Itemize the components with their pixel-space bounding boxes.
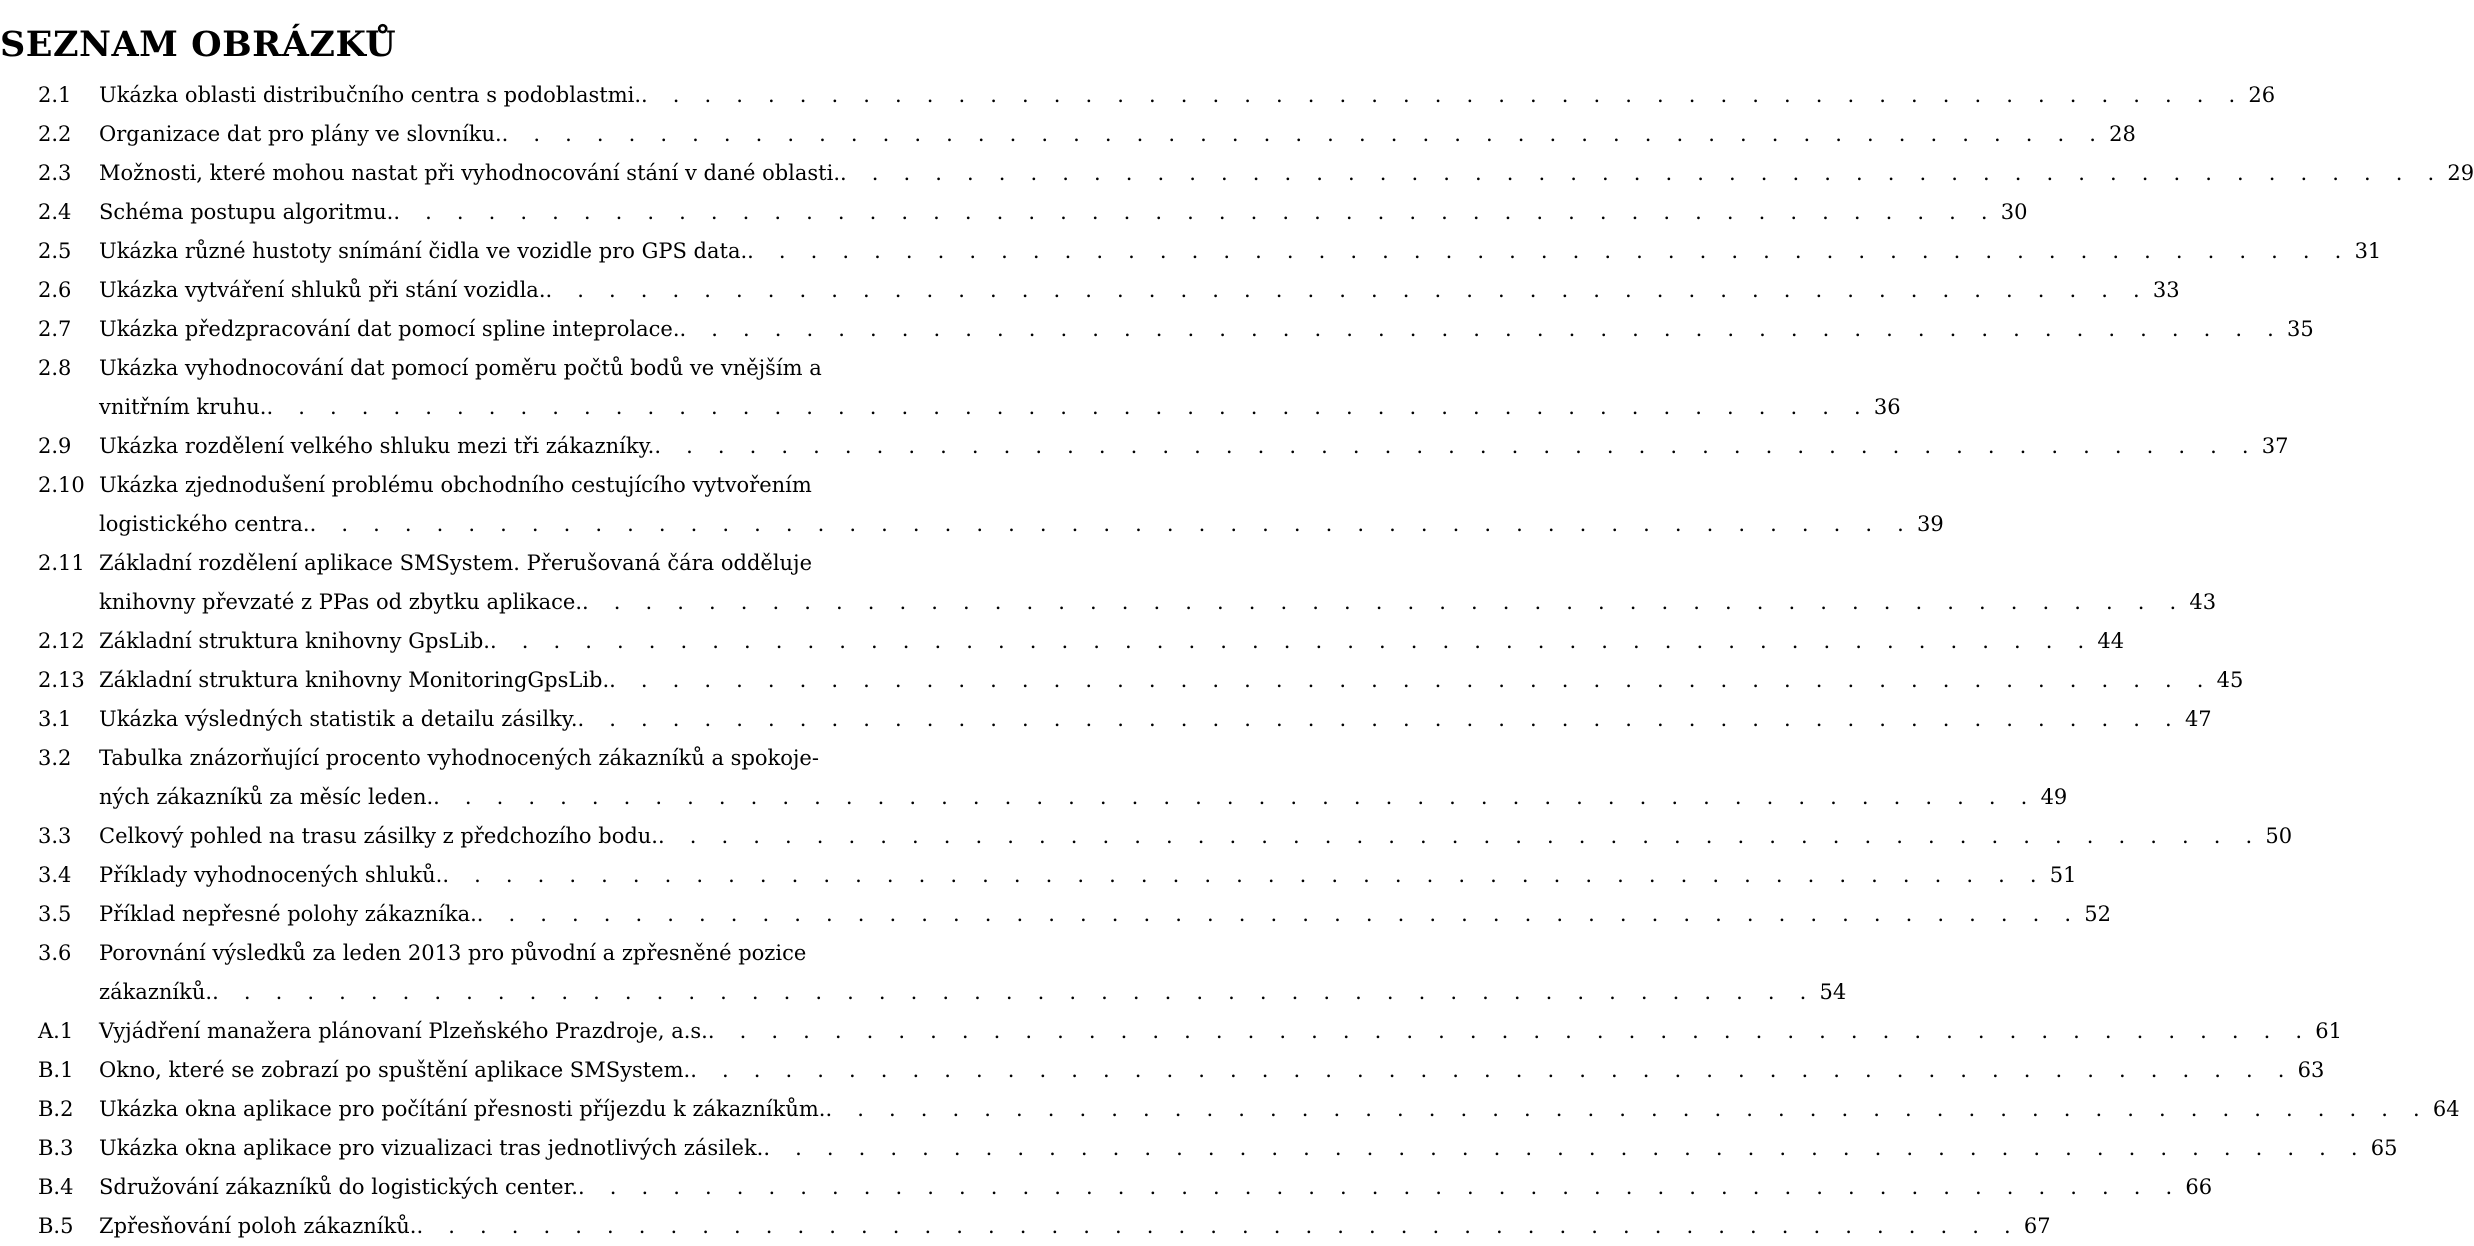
figure-entry[interactable] <box>0 427 2289 466</box>
figure-caption-last-line <box>99 1207 2051 1246</box>
figure-entry[interactable] <box>0 271 2180 310</box>
figure-entry[interactable] <box>0 1129 2398 1168</box>
figure-caption-last-line <box>99 310 2314 349</box>
dot-leader: . . . . . . . . . . . . . . . . . . . . . . . . . . . . . . . . . . . . . . . . . . . . . . . . . . . <box>679 317 2283 341</box>
figure-number: B.3 <box>38 1136 74 1160</box>
figure-entry[interactable] <box>0 154 2474 193</box>
figure-entry[interactable] <box>0 232 2382 271</box>
figure-caption-line: Základní rozdělení aplikace SMSystem. Přerušovaná čára odděluje <box>99 551 812 575</box>
figure-number: 3.4 <box>38 863 72 887</box>
figure-caption: ných zákazníků za měsíc leden. <box>99 785 434 809</box>
figure-number: 3.6 <box>38 941 72 965</box>
page-number: 43 <box>2189 590 2217 614</box>
dot-leader: . . . . . . . . . . . . . . . . . . . . . . . . . . . . . . . . . . . . . . . . . . . . . . . . . . . <box>582 590 2186 614</box>
page-number: 66 <box>2185 1175 2213 1199</box>
figure-entry[interactable] <box>0 1012 2342 1051</box>
page-number: 31 <box>2354 239 2382 263</box>
figure-caption-last-line <box>99 622 2125 661</box>
dot-leader: . . . . . . . . . . . . . . . . . . . . . . . . . . . . . . . . . . . . . . . . . . . . . . . . . . . <box>577 707 2181 731</box>
page-number: 37 <box>2261 434 2289 458</box>
figure-caption-last-line <box>99 505 1944 544</box>
figure-caption: Příklady vyhodnocených shluků. <box>99 863 443 887</box>
page-number: 67 <box>2023 1214 2051 1238</box>
figure-caption: logistického centra. <box>99 512 310 536</box>
page-number: 47 <box>2184 707 2212 731</box>
dot-leader: . . . . . . . . . . . . . . . . . . . . . . . . . . . . . . . . . . . . . . . . . . . . . . . . . . . <box>489 629 2094 653</box>
dot-leader: . . . . . . . . . . . . . . . . . . . . . . . . . . . . . . . . . . . . . . . . . . . . . . . . . . . <box>657 824 2262 848</box>
dot-leader: . . . . . . . . . . . . . . . . . . . . . . . . . . . . . . . . . . . . . . . . . . . . . . . . . . . <box>609 668 2213 692</box>
dot-leader: . . . . . . . . . . . . . . . . . . . . . . . . . . . . . . . . . . . . . . . . . . . . . . . . . . . <box>433 785 2037 809</box>
figure-number: 2.13 <box>38 668 85 692</box>
figure-entry[interactable] <box>0 739 2068 817</box>
page-number: 33 <box>2152 278 2180 302</box>
dot-leader: . . . . . . . . . . . . . . . . . . . . . . . . . . . . . . . . . . . . . . . . . . . . . . . . . . . <box>747 239 2351 263</box>
figure-number: 2.3 <box>38 161 72 185</box>
figure-number: 2.10 <box>38 473 85 497</box>
figure-caption: Ukázka různé hustoty snímání čidla ve vozidle pro GPS data. <box>99 239 748 263</box>
dot-leader: . . . . . . . . . . . . . . . . . . . . . . . . . . . . . . . . . . . . . . . . . . . . . . . . . . . <box>825 1097 2429 1121</box>
figure-number: B.1 <box>38 1058 74 1082</box>
figure-caption: Ukázka okna aplikace pro počítání přesnosti příjezdu k zákazníkům. <box>99 1097 826 1121</box>
figure-caption: Základní struktura knihovny GpsLib. <box>99 629 490 653</box>
figure-entry[interactable] <box>0 544 2217 622</box>
figure-entry[interactable] <box>0 115 2136 154</box>
figure-number: B.5 <box>38 1214 74 1238</box>
figure-number: 2.11 <box>38 551 85 575</box>
page-number: 28 <box>2109 122 2136 146</box>
figure-caption-line: Ukázka zjednodušení problému obchodního cestujícího vytvořením <box>99 473 812 497</box>
figure-caption-line: Porovnání výsledků za leden 2013 pro původní a zpřesněné pozice <box>99 941 807 965</box>
page-title: SEZNAM OBRÁZKŮ <box>0 24 397 66</box>
page-number: 49 <box>2040 785 2068 809</box>
figure-number: 3.2 <box>38 746 72 770</box>
dot-leader: . . . . . . . . . . . . . . . . . . . . . . . . . . . . . . . . . . . . . . . . . . . . . . . . . . . <box>690 1058 2294 1082</box>
figure-entry[interactable] <box>0 934 1847 1012</box>
page-number: 51 <box>2049 863 2077 887</box>
page-number: 26 <box>2248 83 2276 107</box>
figure-entry[interactable] <box>0 1051 2325 1090</box>
figure-entry[interactable] <box>0 1207 2051 1246</box>
figure-caption: Možnosti, které mohou nastat při vyhodnocování stání v dané oblasti. <box>99 161 841 185</box>
figure-caption: Sdružování zákazníků do logistických center. <box>99 1175 578 1199</box>
figure-caption-last-line <box>99 700 2212 739</box>
figure-caption-last-line <box>99 271 2180 310</box>
page-number: 54 <box>1819 980 1847 1004</box>
figure-caption: Ukázka okna aplikace pro vizualizaci tras jednotlivých zásilek. <box>99 1136 764 1160</box>
figure-caption-last-line <box>99 388 1901 427</box>
figure-caption: zákazníků. <box>99 980 213 1004</box>
figure-number: 2.9 <box>38 434 72 458</box>
dot-leader: . . . . . . . . . . . . . . . . . . . . . . . . . . . . . . . . . . . . . . . . . . . . . . . . . . . <box>442 863 2046 887</box>
figure-entry[interactable] <box>0 895 2111 934</box>
figure-caption: Okno, které se zobrazí po spuštění aplikace SMSystem. <box>99 1058 691 1082</box>
figure-number: B.4 <box>38 1175 74 1199</box>
figure-caption: Ukázka předzpracování dat pomocí spline inteprolace. <box>99 317 680 341</box>
figure-entry[interactable] <box>0 817 2293 856</box>
figure-caption-last-line <box>99 1012 2342 1051</box>
page-number: 65 <box>2370 1136 2398 1160</box>
figure-caption: Ukázka rozdělení velkého shluku mezi tři zákazníky. <box>99 434 655 458</box>
figure-number: 2.6 <box>38 278 72 302</box>
figure-number: 3.5 <box>38 902 72 926</box>
figure-entry[interactable] <box>0 349 1901 427</box>
dot-leader: . . . . . . . . . . . . . . . . . . . . . . . . . . . . . . . . . . . . . . . . . . . . . . . . . . . <box>577 1175 2182 1199</box>
page-number: 29 <box>2447 161 2474 185</box>
figure-number: 3.1 <box>38 707 72 731</box>
page-number: 39 <box>1917 512 1944 536</box>
figure-number: 2.4 <box>38 200 72 224</box>
dot-leader: . . . . . . . . . . . . . . . . . . . . . . . . . . . . . . . . . . . . . . . . . . . . . . . . . . . <box>212 980 1816 1004</box>
figure-number: B.2 <box>38 1097 74 1121</box>
page-number: 36 <box>1873 395 1901 419</box>
figure-number: 2.1 <box>38 83 72 107</box>
figure-entry[interactable] <box>0 1090 2460 1129</box>
figure-caption: Ukázka oblasti distribučního centra s podoblastmi. <box>99 83 642 107</box>
figure-number: 2.7 <box>38 317 72 341</box>
dot-leader: . . . . . . . . . . . . . . . . . . . . . . . . . . . . . . . . . . . . . . . . . . . . . . . . . . . <box>501 122 2106 146</box>
figure-caption: knihovny převzaté z PPas od zbytku aplikace. <box>99 590 582 614</box>
dot-leader: . . . . . . . . . . . . . . . . . . . . . . . . . . . . . . . . . . . . . . . . . . . . . . . . . . . <box>654 434 2258 458</box>
figure-caption: Zpřesňování poloh zákazníků. <box>99 1214 417 1238</box>
figure-caption-last-line <box>99 1090 2460 1129</box>
figure-caption-last-line <box>99 232 2382 271</box>
figure-number: 2.2 <box>38 122 72 146</box>
figure-number: A.1 <box>38 1019 74 1043</box>
page-number: 30 <box>2000 200 2028 224</box>
dot-leader: . . . . . . . . . . . . . . . . . . . . . . . . . . . . . . . . . . . . . . . . . . . . . . . . . . . <box>545 278 2149 302</box>
figure-caption-last-line <box>99 583 2217 622</box>
figure-caption-last-line <box>99 1051 2325 1090</box>
figure-caption-line: Tabulka znázorňující procento vyhodnocených zákazníků a spokoje- <box>99 746 819 770</box>
figure-caption-last-line <box>99 193 2028 232</box>
figure-caption-last-line <box>99 661 2244 700</box>
figure-entry[interactable] <box>0 856 2077 895</box>
figure-caption-last-line <box>99 856 2077 895</box>
figure-caption: Ukázka výsledných statistik a detailu zásilky. <box>99 707 578 731</box>
figure-caption-last-line <box>99 1129 2398 1168</box>
page-number: 52 <box>2084 902 2111 926</box>
dot-leader: . . . . . . . . . . . . . . . . . . . . . . . . . . . . . . . . . . . . . . . . . . . . . . . . . . . <box>393 200 1997 224</box>
figure-caption: vnitřním kruhu. <box>99 395 267 419</box>
figure-caption: Celkový pohled na trasu zásilky z předchozího bodu. <box>99 824 658 848</box>
figure-entry[interactable] <box>0 700 2212 739</box>
figure-caption-last-line <box>99 973 1847 1012</box>
figure-number: 2.8 <box>38 356 72 380</box>
page-number: 50 <box>2265 824 2293 848</box>
dot-leader: . . . . . . . . . . . . . . . . . . . . . . . . . . . . . . . . . . . . . . . . . . . . . . . . . . . <box>416 1214 2020 1238</box>
dot-leader: . . . . . . . . . . . . . . . . . . . . . . . . . . . . . . . . . . . . . . . . . . . . . . . . . . . <box>641 83 2245 107</box>
figure-caption: Organizace dat pro plány ve slovníku. <box>99 122 502 146</box>
figure-caption-last-line <box>99 76 2276 115</box>
figure-number: 2.12 <box>38 629 85 653</box>
figure-entry[interactable] <box>0 76 2276 115</box>
figure-caption-last-line <box>99 427 2289 466</box>
figure-number: 2.5 <box>38 239 72 263</box>
figure-number: 3.3 <box>38 824 72 848</box>
page-number: 61 <box>2315 1019 2342 1043</box>
page-number: 64 <box>2432 1097 2460 1121</box>
dot-leader: . . . . . . . . . . . . . . . . . . . . . . . . . . . . . . . . . . . . . . . . . . . . . . . . . . . <box>266 395 1870 419</box>
page-number: 63 <box>2297 1058 2325 1082</box>
dot-leader: . . . . . . . . . . . . . . . . . . . . . . . . . . . . . . . . . . . . . . . . . . . . . . . . . . . <box>840 161 2444 185</box>
figure-caption-last-line <box>99 154 2474 193</box>
figure-caption-last-line <box>99 115 2136 154</box>
figure-entry[interactable] <box>0 622 2125 661</box>
figure-caption: Vyjádření manažera plánovaní Plzeňského Prazdroje, a.s. <box>99 1019 708 1043</box>
figure-caption-last-line <box>99 895 2111 934</box>
page-number: 35 <box>2286 317 2314 341</box>
dot-leader: . . . . . . . . . . . . . . . . . . . . . . . . . . . . . . . . . . . . . . . . . . . . . . . . . . . <box>707 1019 2312 1043</box>
figure-caption-last-line <box>99 778 2068 817</box>
figure-caption: Základní struktura knihovny MonitoringGpsLib. <box>99 668 610 692</box>
figure-entry[interactable] <box>0 1168 2213 1207</box>
figure-entry[interactable] <box>0 466 1944 544</box>
dot-leader: . . . . . . . . . . . . . . . . . . . . . . . . . . . . . . . . . . . . . . . . . . . . . . . . . . . <box>476 902 2081 926</box>
figure-caption: Příklad nepřesné polohy zákazníka. <box>99 902 477 926</box>
figure-caption-line: Ukázka vyhodnocování dat pomocí poměru počtů bodů ve vnějším a <box>99 356 822 380</box>
figure-caption: Ukázka vytváření shluků při stání vozidla. <box>99 278 546 302</box>
figure-caption-last-line <box>99 1168 2213 1207</box>
figure-entry[interactable] <box>0 193 2028 232</box>
dot-leader: . . . . . . . . . . . . . . . . . . . . . . . . . . . . . . . . . . . . . . . . . . . . . . . . . . . <box>763 1136 2367 1160</box>
figure-caption: Schéma postupu algoritmu. <box>99 200 394 224</box>
figure-caption-last-line <box>99 817 2293 856</box>
figure-entry[interactable] <box>0 310 2314 349</box>
page-number: 44 <box>2097 629 2125 653</box>
figure-entry[interactable] <box>0 661 2244 700</box>
dot-leader: . . . . . . . . . . . . . . . . . . . . . . . . . . . . . . . . . . . . . . . . . . . . . . . . . . . <box>309 512 1914 536</box>
page-number: 45 <box>2216 668 2244 692</box>
